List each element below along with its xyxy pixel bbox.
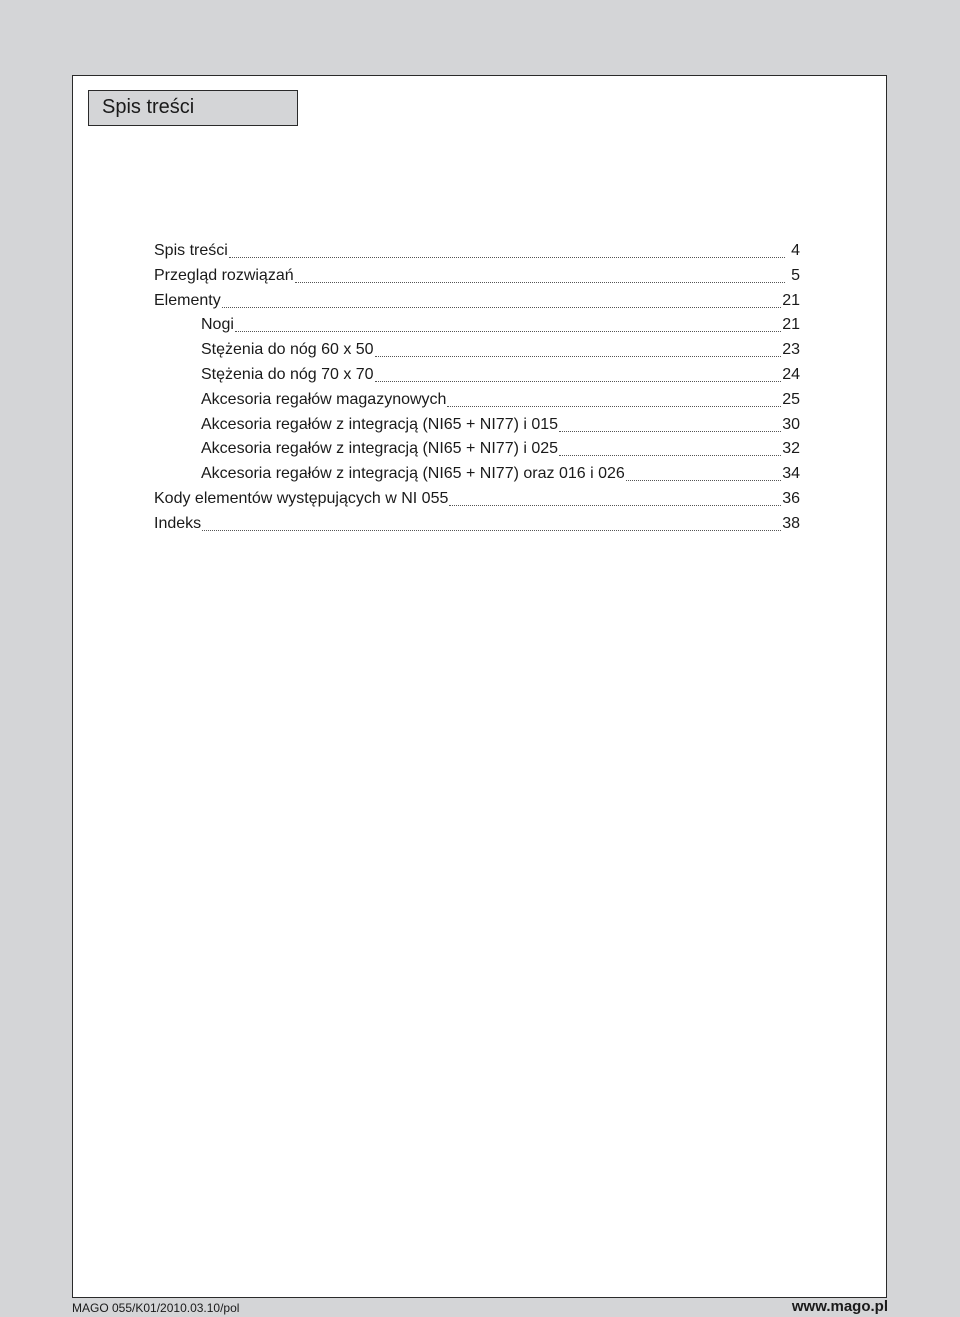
toc-entry-title: Nogi <box>201 316 234 334</box>
toc-entry[interactable] <box>154 462 800 487</box>
section-title: Spis treści <box>102 96 195 118</box>
toc-dot-leader <box>375 356 782 357</box>
toc-entry[interactable] <box>154 437 800 462</box>
section-header-box <box>88 90 298 126</box>
document-page <box>72 75 887 1298</box>
footer-website: www.mago.pl <box>791 1298 888 1315</box>
toc-entry-page: 24 <box>782 365 800 383</box>
toc-entry[interactable] <box>154 239 800 264</box>
toc-entry-page: 38 <box>782 514 800 532</box>
toc-dot-leader <box>375 381 782 382</box>
toc-dot-leader <box>235 331 781 332</box>
toc-entry-page: 23 <box>782 341 800 359</box>
toc-entry[interactable] <box>154 363 800 388</box>
toc-entry-title: Akcesoria regałów z integracją (NI65 + NI77) oraz 016 i 026 <box>201 465 625 483</box>
toc-dot-leader <box>447 406 781 407</box>
toc-dot-leader <box>222 307 782 308</box>
toc-dot-leader <box>559 455 781 456</box>
toc-entry-title: Akcesoria regałów z integracją (NI65 + NI77) i 015 <box>201 415 559 433</box>
toc-entry-title: Spis treści <box>154 242 228 259</box>
toc-entry-title: Stężenia do nóg 60 x 50 <box>201 341 374 359</box>
toc-dot-leader <box>295 282 785 283</box>
toc-entry[interactable] <box>154 487 800 512</box>
toc-entry[interactable] <box>154 413 800 438</box>
toc-entry[interactable] <box>154 338 800 363</box>
toc-dot-leader <box>559 431 781 432</box>
toc-entry-title: Akcesoria regałów z integracją (NI65 + NI77) i 025 <box>201 440 559 458</box>
toc-entry-title: Akcesoria regałów magazynowych <box>201 390 447 408</box>
toc-entry-page: 21 <box>782 316 800 334</box>
toc-entry-title: Stężenia do nóg 70 x 70 <box>201 365 374 383</box>
toc-entry-page: 36 <box>782 489 800 507</box>
toc-entry-page: 21 <box>782 291 800 309</box>
toc-entry-page: 34 <box>782 465 800 483</box>
toc-entry[interactable] <box>154 289 800 314</box>
toc-entry[interactable] <box>154 512 800 537</box>
footer-document-code: MAGO 055/K01/2010.03.10/pol <box>72 1301 240 1315</box>
toc-entry-page: 32 <box>782 440 800 458</box>
table-of-contents <box>154 239 800 537</box>
toc-dot-leader <box>626 480 781 481</box>
toc-dot-leader <box>202 530 781 531</box>
toc-entry[interactable] <box>154 264 800 289</box>
toc-dot-leader <box>229 257 785 258</box>
toc-entry-page: 4 <box>791 242 800 259</box>
toc-entry[interactable] <box>154 313 800 338</box>
toc-entry-title: Przegląd rozwiązań <box>154 266 294 284</box>
toc-entry-page: 25 <box>782 390 800 408</box>
toc-entry-title: Kody elementów występujących w NI 055 <box>154 489 449 507</box>
toc-entry-page: 30 <box>782 415 800 433</box>
toc-entry-title: Elementy <box>154 291 221 309</box>
toc-entry-title: Indeks <box>154 514 202 532</box>
toc-entry-page: 5 <box>791 266 800 284</box>
toc-dot-leader <box>449 505 781 506</box>
toc-entry[interactable] <box>154 388 800 413</box>
